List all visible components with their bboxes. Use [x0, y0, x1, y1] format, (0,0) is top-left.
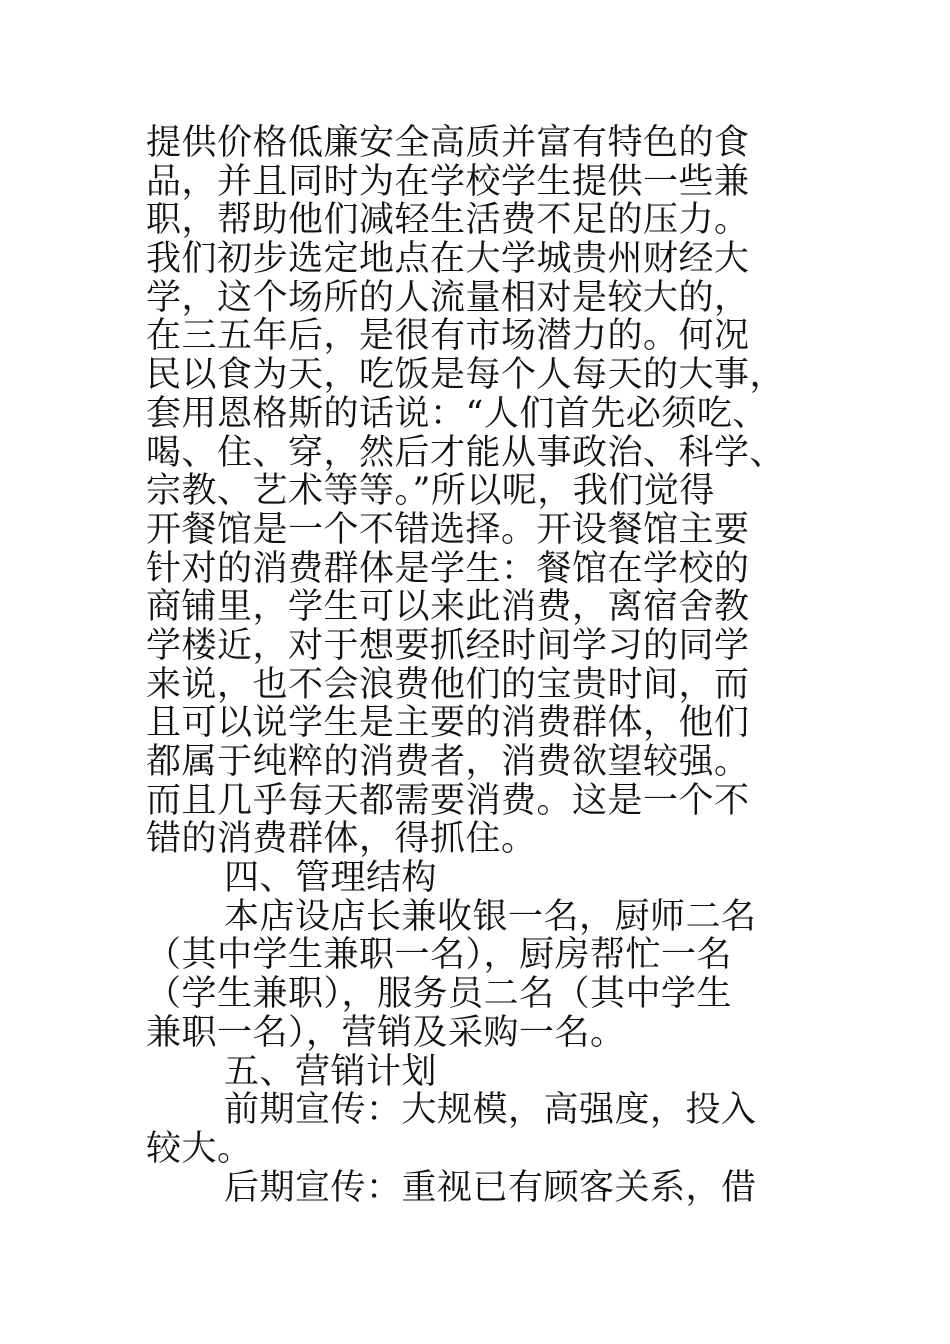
text-line: （其中学生兼职一名），厨房帮忙一名: [146, 935, 733, 976]
text-line: 都属于纯粹的消费者，消费欲望较强。: [146, 742, 750, 782]
text-line: 四、管理结构: [224, 858, 438, 899]
text-line: 品，并且同时为在学校学生提供一些兼: [146, 161, 750, 202]
text-line: 而且几乎每天都需要消费。这是一个不: [146, 780, 750, 821]
text-line: 商铺里，学生可以来此消费，离宿舍教: [146, 587, 750, 628]
text-line: 本店设店长兼收银一名，厨师二名: [224, 896, 757, 937]
text-line: 学，这个场所的人流量相对是较大的，: [146, 277, 750, 318]
text-line: 前期宣传：大规模，高强度，投入: [224, 1090, 757, 1131]
text-line: 提供价格低廉安全高质并富有特色的食: [146, 123, 750, 163]
text-line: 开餐馆是一个不错选择。开设餐馆主要: [146, 509, 750, 550]
text-line: 错的消费群体，得抓住。: [146, 819, 537, 860]
text-line: 宗教、艺术等等。”所以呢，我们觉得: [146, 471, 715, 512]
text-line: 较大。: [146, 1128, 253, 1169]
document-body: [146, 124, 818, 1207]
text-line: 针对的消费群体是学生：餐馆在学校的: [146, 548, 750, 589]
text-line: 职，帮助他们减轻生活费不足的压力。: [146, 200, 750, 241]
text-line: 套用恩格斯的话说：“人们首先必须吃、: [146, 393, 768, 434]
text-line: 且可以说学生是主要的消费群体，他们: [146, 703, 750, 744]
text-line: 在三五年后，是很有市场潜力的。何况: [146, 316, 750, 357]
text-line: 喝、住、穿，然后才能从事政治、科学、: [146, 432, 786, 473]
text-line: 后期宣传：重视已有顾客关系，借: [224, 1167, 757, 1208]
text-line: 我们初步选定地点在大学城贵州财经大: [146, 239, 750, 280]
text-line: 兼职一名），营销及采购一名。: [146, 1012, 626, 1053]
text-line: 学楼近，对于想要抓经时间学习的同学: [146, 625, 750, 666]
text-line: 五、营销计划: [224, 1051, 438, 1092]
text-line: 民以食为天，吃饭是每个人每天的大事，: [146, 355, 786, 396]
text-line: （学生兼职），服务员二名（其中学生: [146, 974, 733, 1015]
text-line: 来说，也不会浪费他们的宝贵时间，而: [146, 664, 750, 705]
